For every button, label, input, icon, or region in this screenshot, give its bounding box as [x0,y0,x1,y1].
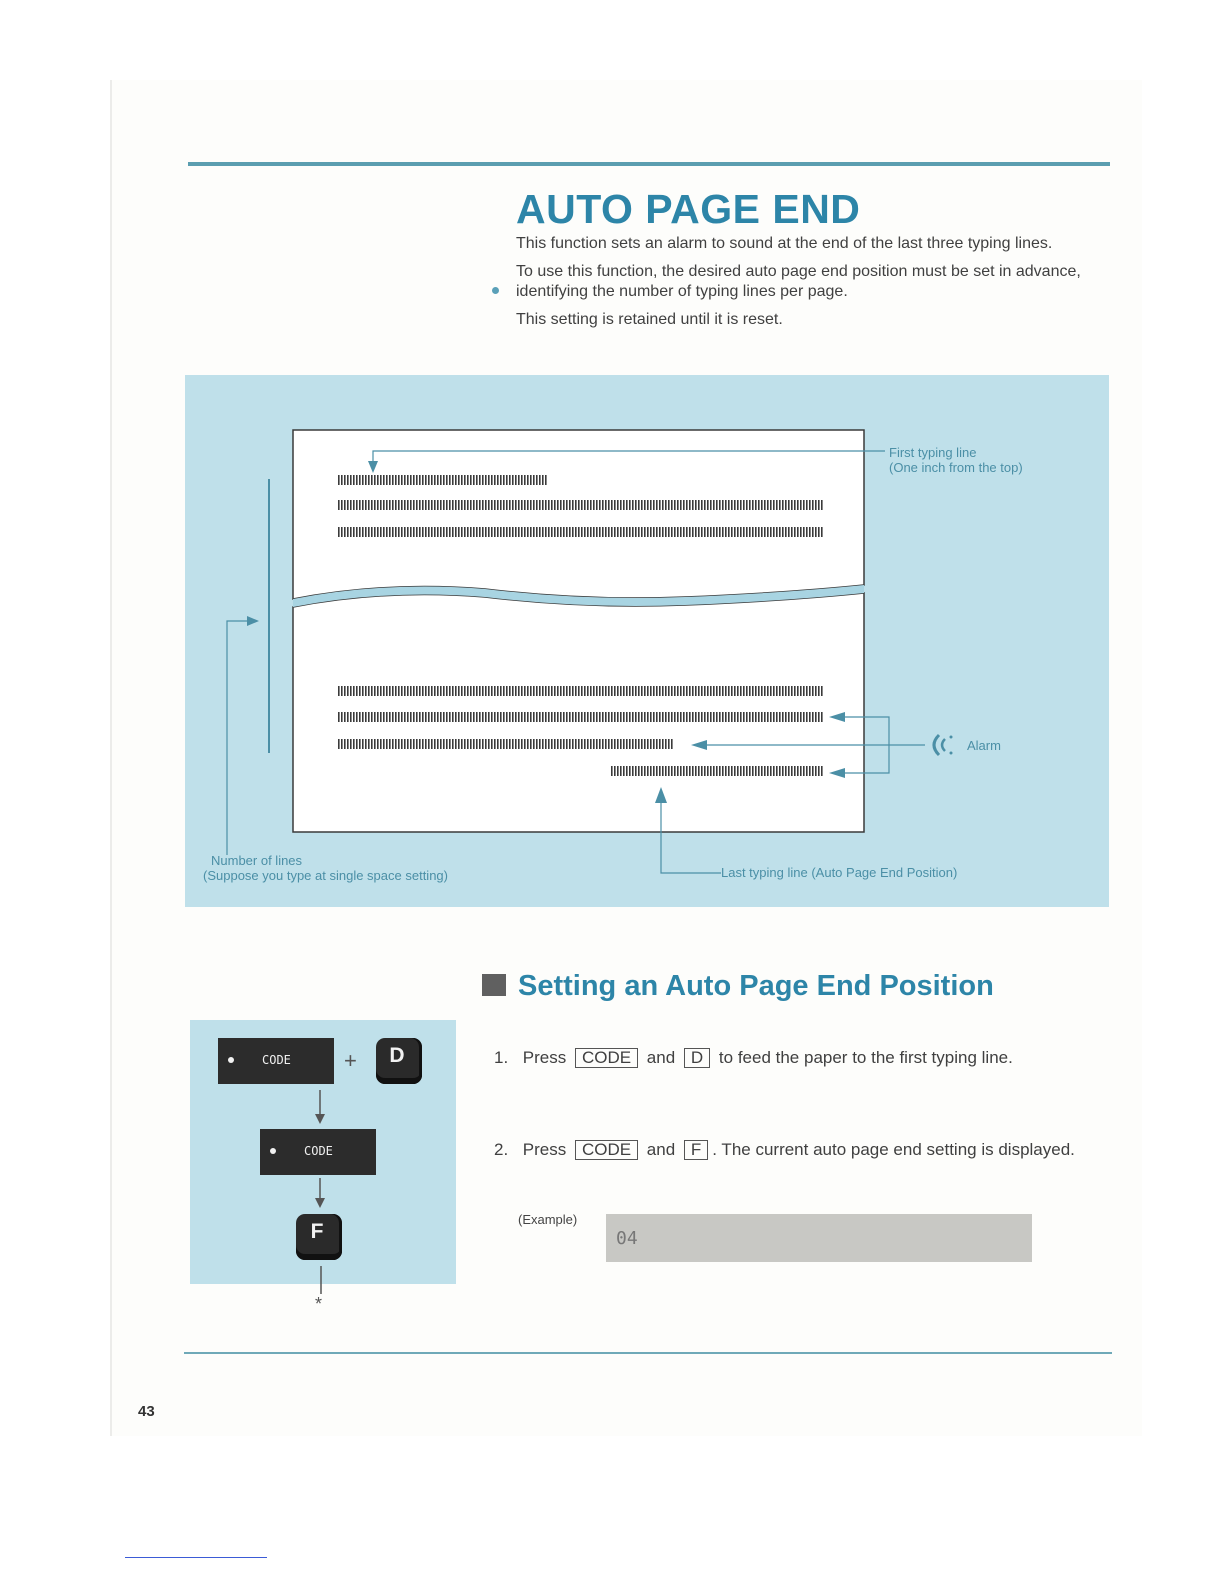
d-key-label: D [389,1044,405,1067]
indicator-dot-icon [270,1148,276,1154]
typed-line [337,527,823,537]
step-1 [494,1048,1013,1068]
intro-paragraph-2: To use this function, the desired auto page end position must be set in advance, identifying the number of typing lines per page. [516,263,1081,300]
asterisk-mark: * [315,1294,323,1314]
d-key-button [376,1038,422,1084]
typed-line [337,739,673,749]
code-key-label: CODE [304,1144,333,1158]
number-of-lines-label [203,853,448,883]
number-of-lines-line1: Number of lines [211,853,303,868]
typed-line [337,712,823,722]
footnote-rule [125,1557,267,1558]
section-heading [482,970,994,1003]
f-key: F [684,1140,708,1160]
page-title: AUTO PAGE END [516,186,861,232]
typed-line [337,500,823,510]
step-and: and [646,1048,676,1067]
intro-text [516,234,1106,338]
step-2 [494,1140,1075,1160]
paper-top [293,430,864,599]
lcd-display-value: 04 [616,1228,638,1249]
intro-paragraph-3: This setting is retained until it is reset. [516,311,783,328]
top-rule [188,162,1110,166]
step-and: and [646,1140,676,1159]
typed-line [337,686,823,696]
step-number: 2. [494,1140,509,1159]
first-line-label [889,445,1023,475]
last-line-label: Last typing line (Auto Page End Position) [721,865,958,880]
step-verb: Press [522,1140,567,1159]
first-line-label-line1: First typing line [889,445,977,460]
indicator-dot-icon [228,1057,234,1063]
intro-paragraph-1: This function sets an alarm to sound at the end of the last three typing lines. [516,235,1053,252]
down-arrow-icon [314,1090,326,1126]
typed-line [337,475,547,485]
example-label: (Example) [518,1212,578,1227]
step-text: to feed the paper to the first typing line. [718,1048,1013,1067]
auto-page-end-diagram [185,375,1109,907]
lines-leader [227,621,255,855]
bullet-icon [492,287,499,294]
alarm-label: Alarm [967,738,1001,753]
code-key: CODE [575,1140,638,1160]
step-text: . The current auto page end setting is displayed. [712,1140,1075,1159]
lines-arrowhead [247,616,259,626]
connector-line [320,1266,322,1294]
alarm-icon [934,735,953,755]
down-arrow-icon [314,1178,326,1210]
key-sequence-panel [190,1020,456,1284]
bottom-rule [184,1352,1112,1354]
code-key-button [218,1038,334,1084]
section-square-icon [482,974,506,996]
code-key: CODE [575,1048,638,1068]
f-key-button [296,1214,342,1260]
step-number: 1. [494,1048,509,1067]
code-key-button [260,1129,376,1175]
code-key-label: CODE [262,1053,291,1067]
section-title: Setting an Auto Page End Position [518,970,994,1002]
first-line-label-line2: (One inch from the top) [889,460,1023,475]
f-key-label: F [310,1220,324,1243]
lcd-display [606,1214,1032,1262]
page-number: 43 [138,1403,155,1420]
d-key: D [684,1048,710,1068]
number-of-lines-line2: (Suppose you type at single space setting) [203,868,448,883]
step-verb: Press [522,1048,567,1067]
typed-line [611,766,823,776]
plus-sign: + [344,1048,357,1073]
